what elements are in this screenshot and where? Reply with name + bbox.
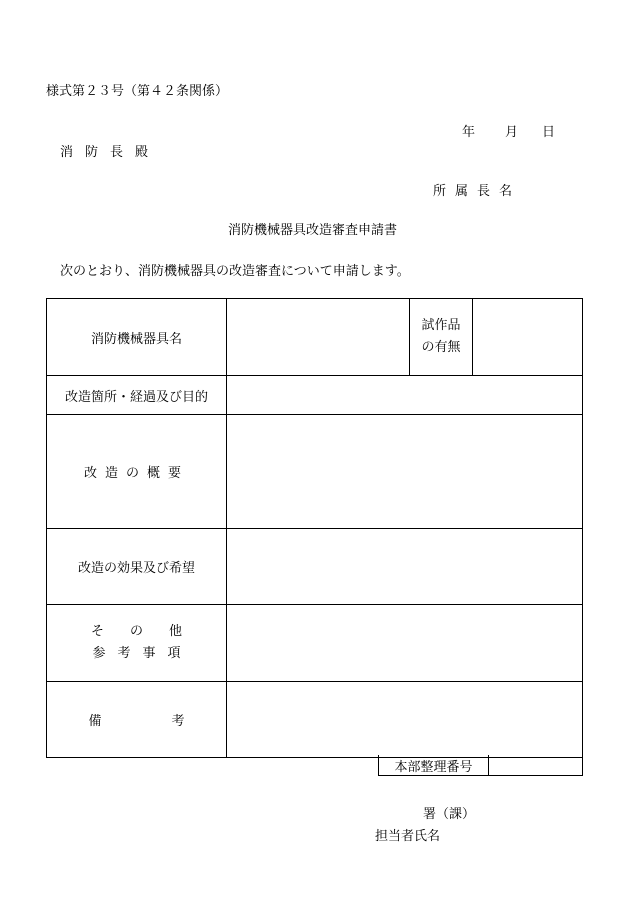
recipient: 消防長殿 xyxy=(60,145,161,160)
purpose-field[interactable] xyxy=(227,376,583,415)
prototype-label-line2: の有無 xyxy=(421,340,461,355)
prototype-label xyxy=(410,299,473,376)
effect-label: 改造の効果及び希望 xyxy=(47,529,227,605)
document-title: 消防機械器具改造審査申請書 xyxy=(228,223,398,238)
purpose-label: 改造箇所・経過及び目的 xyxy=(47,376,227,415)
effect-field[interactable] xyxy=(227,529,583,605)
table-row xyxy=(47,299,583,376)
table-row xyxy=(47,682,583,758)
table-row xyxy=(47,415,583,529)
reference-number-label: 本部整理番号 xyxy=(379,755,489,776)
table-row xyxy=(47,605,583,682)
table-row xyxy=(47,529,583,605)
department-label: 署（課） xyxy=(423,807,476,822)
summary-field[interactable] xyxy=(227,415,583,529)
other-label-line1: その他 xyxy=(90,624,208,639)
date-day-label: 日 xyxy=(542,125,556,140)
date-month-label: 月 xyxy=(505,125,519,140)
form-number: 様式第２３号（第４２条関係） xyxy=(46,84,229,99)
table-row xyxy=(379,755,583,776)
person-in-charge-label: 担当者氏名 xyxy=(375,829,441,844)
prototype-field[interactable] xyxy=(473,299,583,376)
other-field[interactable] xyxy=(227,605,583,682)
intro-text: 次のとおり、消防機械器具の改造審査について申請します。 xyxy=(60,264,410,279)
equipment-name-label: 消防機械器具名 xyxy=(47,299,227,376)
equipment-name-field[interactable] xyxy=(227,299,410,376)
reference-number-field[interactable] xyxy=(489,755,583,776)
notes-field[interactable] xyxy=(227,682,583,758)
other-label-line2: 参考事項 xyxy=(92,646,193,661)
date-line xyxy=(462,121,555,140)
table-row xyxy=(47,376,583,415)
reference-number-box xyxy=(378,755,583,776)
other-label xyxy=(47,605,227,682)
summary-label: 改造の概要 xyxy=(83,466,189,481)
application-table xyxy=(46,298,583,758)
affiliation-head-name: 所属長名 xyxy=(433,184,522,199)
notes-label: 備考 xyxy=(88,714,255,729)
prototype-label-line1: 試作品 xyxy=(421,318,461,333)
date-year-label: 年 xyxy=(462,125,476,140)
